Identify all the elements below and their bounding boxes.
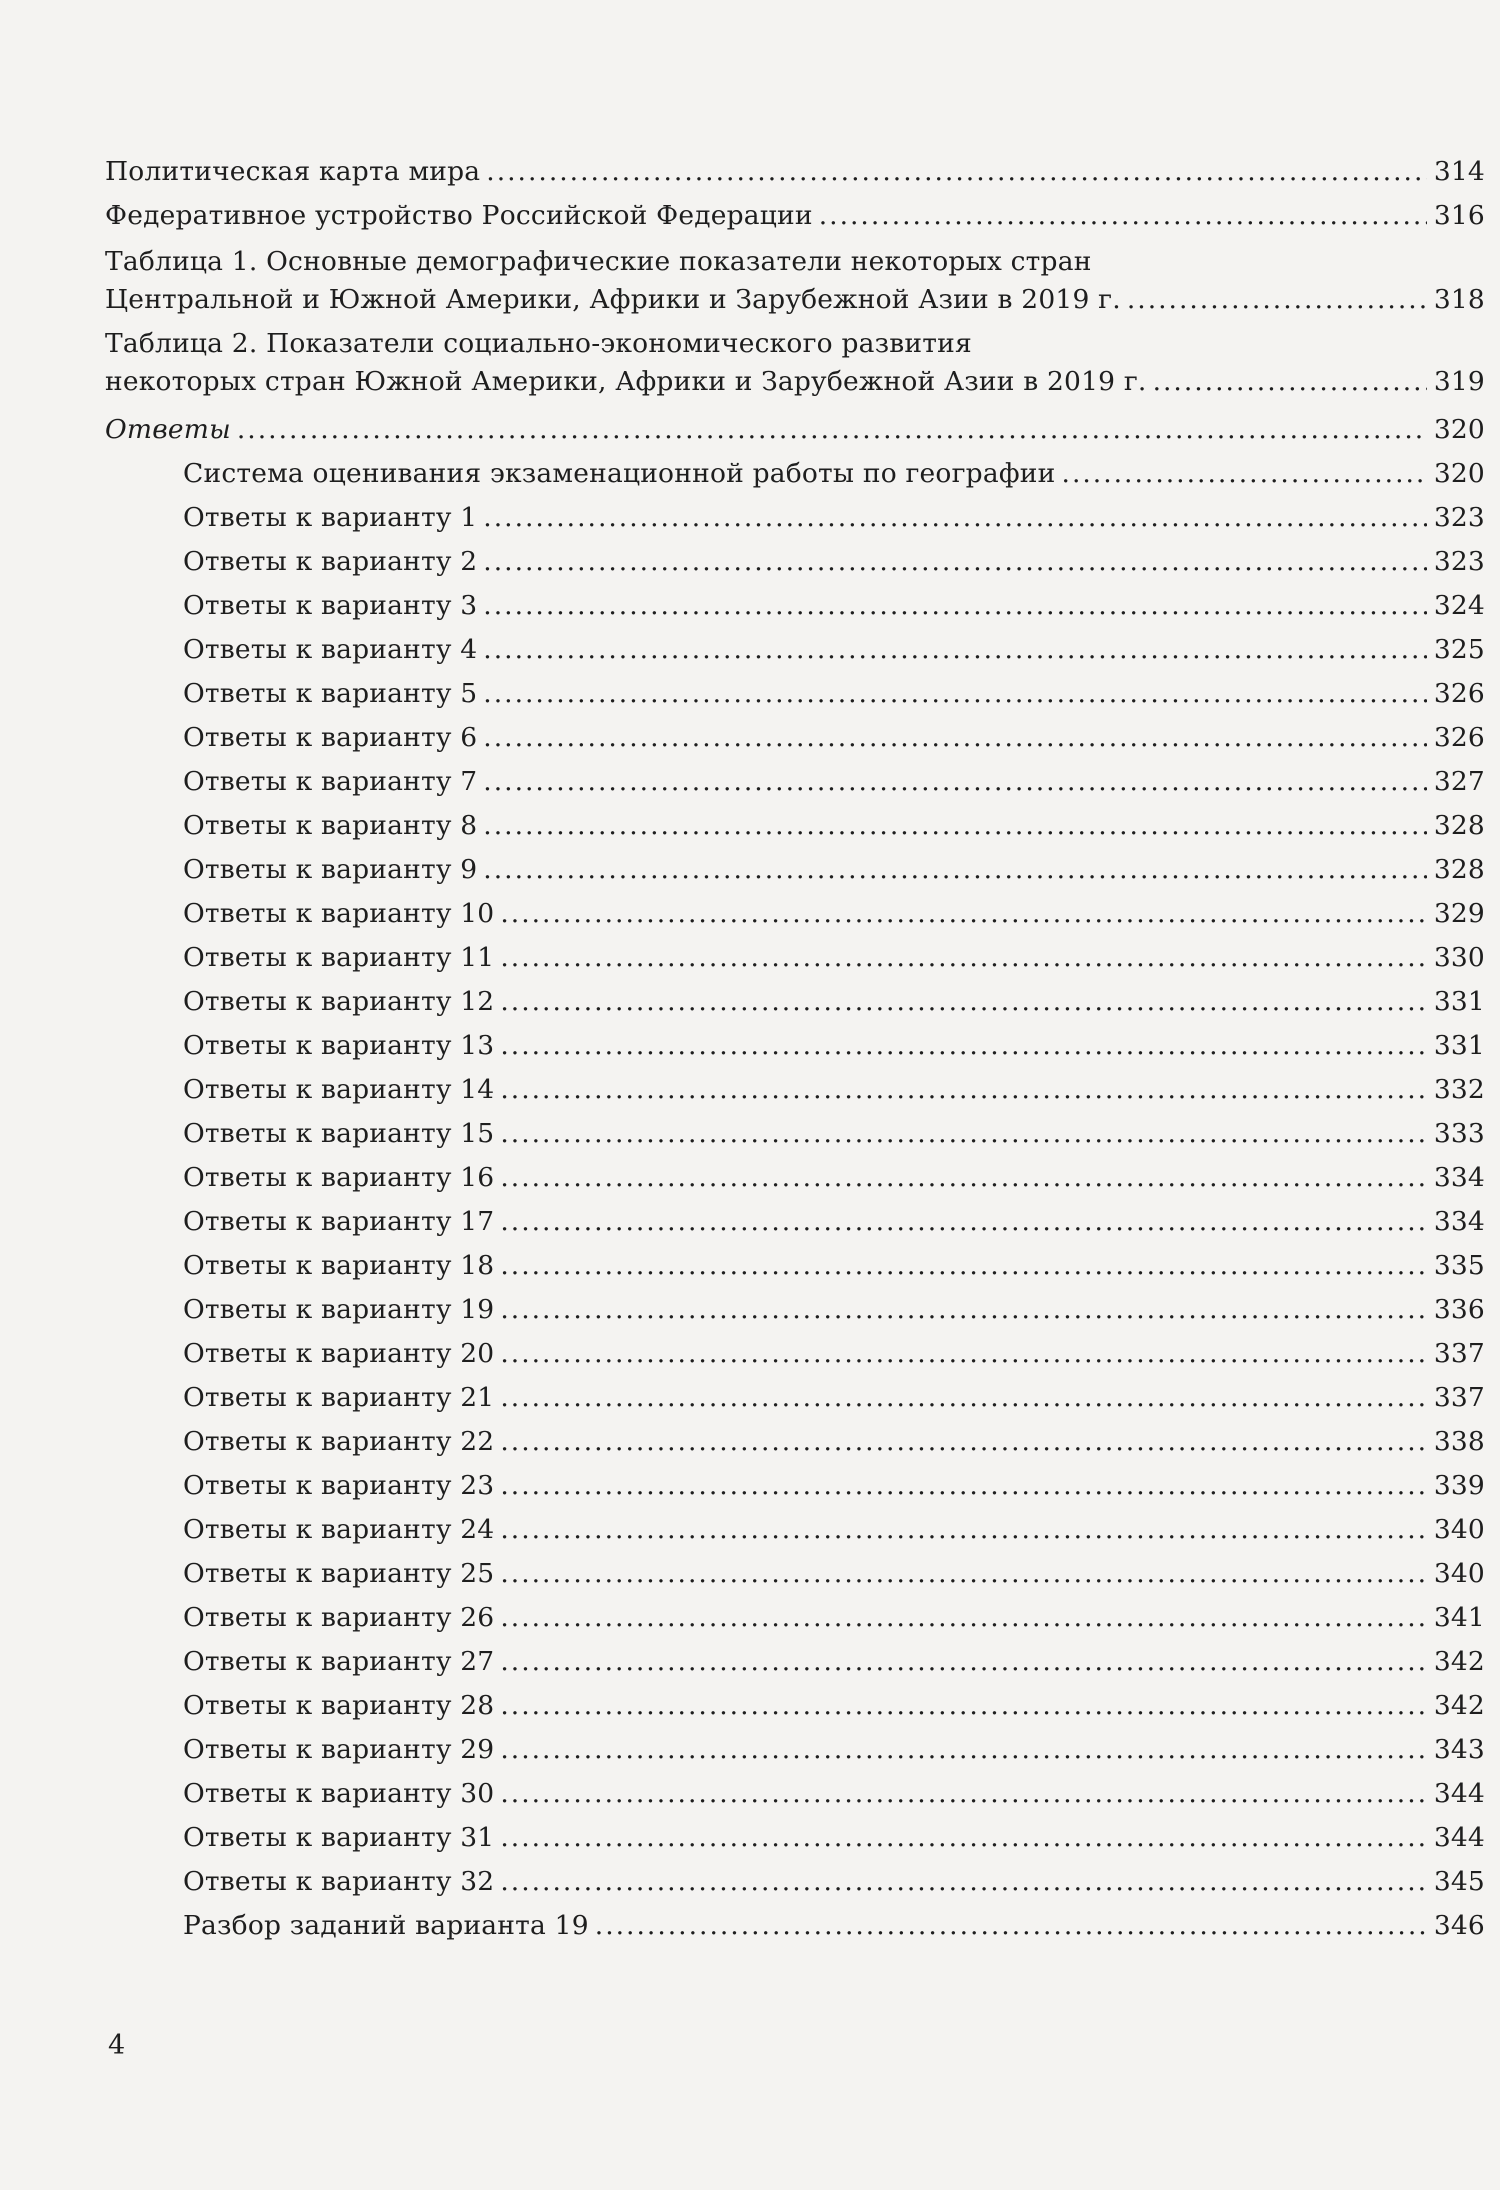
toc-entry-variant-answers [105,848,1485,892]
toc-entry-page: 337 [1433,1338,1485,1369]
toc-entry-page: 344 [1433,1822,1485,1853]
leader-dots [500,936,1427,980]
toc-entry-title-line2: Центральной и Южной Америки, Африки и Зарубежной Азии в 2019 г. [105,284,1121,315]
toc-entry-title: Ответы к варианту 21 [183,1382,495,1413]
toc-entry-variant-answers [105,1640,1485,1684]
toc-entry-title: Ответы к варианту 1 [183,502,478,533]
toc-entry-variant-answers [105,1860,1485,1904]
leader-dots [500,892,1427,936]
toc-entry-variant-answers [105,980,1485,1024]
leader-dots [500,1068,1427,1112]
toc-entry-title: Ответы к варианту 14 [183,1074,495,1105]
toc-entry-variant-answers [105,496,1485,540]
leader-dots [483,848,1427,892]
page-number: 4 [108,2030,126,2061]
toc-entry-title: Ответы к варианту 2 [183,546,478,577]
leader-dots [483,804,1427,848]
toc-entry-variant-answers [105,1200,1485,1244]
toc-entry-title: Ответы к варианту 19 [183,1294,495,1325]
toc-entry-page: 339 [1433,1470,1485,1501]
toc-entry-page: 319 [1433,366,1485,397]
toc-entry-page: 320 [1433,458,1485,489]
toc-entry-page: 343 [1433,1734,1485,1765]
toc-entry-variant-answers [105,1816,1485,1860]
leader-dots [500,1332,1427,1376]
toc-entry-page: 325 [1433,634,1485,665]
leader-dots [1062,452,1427,496]
toc-entry-page: 323 [1433,502,1485,533]
leader-dots [500,1816,1427,1860]
leader-dots [237,408,1427,452]
toc-entry-table-1 [105,244,1485,320]
toc-entry-page: 324 [1433,590,1485,621]
toc-entry-page: 314 [1433,156,1485,187]
toc-entry-page: 332 [1433,1074,1485,1105]
toc-entry-page: 340 [1433,1558,1485,1589]
toc-entry-page: 318 [1433,284,1485,315]
toc-entry-page: 327 [1433,766,1485,797]
answers-variant-list [105,496,1485,1948]
toc-entry-title: Ответы к варианту 7 [183,766,478,797]
leader-dots [500,1684,1427,1728]
toc-entry-title: Ответы к варианту 12 [183,986,495,1017]
toc-entry-title: Ответы к варианту 6 [183,722,478,753]
toc-entry-page: 340 [1433,1514,1485,1545]
toc-entry-title: Ответы к варианту 13 [183,1030,495,1061]
leader-dots [483,760,1427,804]
leader-dots [500,1772,1427,1816]
leader-dots [819,194,1427,238]
toc-entry-title: Ответы к варианту 32 [183,1866,495,1897]
toc-entry-title: Ответы к варианту 20 [183,1338,495,1369]
toc-entry-page: 336 [1433,1294,1485,1325]
toc-entry-page: 329 [1433,898,1485,929]
toc-entry-variant-answers [105,672,1485,716]
toc-entry-title: Разбор заданий варианта 19 [183,1910,589,1941]
toc-entry-grading-system [105,452,1485,496]
toc-entry-variant-answers [105,1552,1485,1596]
toc-entry-page: 323 [1433,546,1485,577]
leader-dots [500,1640,1427,1684]
leader-dots [500,1024,1427,1068]
leader-dots [500,1200,1427,1244]
toc-entry-variant-answers [105,1508,1485,1552]
leader-dots [483,496,1427,540]
toc-entry-title: Ответы к варианту 26 [183,1602,495,1633]
toc-entry-title-line2: некоторых стран Южной Америки, Африки и Зарубежной Азии в 2019 г. [105,366,1147,397]
toc-entry-title: Система оценивания экзаменационной работы по географии [183,458,1056,489]
toc-entry-page: 345 [1433,1866,1485,1897]
toc-entry-federal-structure [105,194,1485,238]
leader-dots [500,1156,1427,1200]
toc-entry-variant-answers [105,584,1485,628]
leader-dots [1153,362,1427,402]
toc-entry-variant-answers [105,892,1485,936]
toc-entry-page: 320 [1433,414,1485,445]
toc-entry-page: 335 [1433,1250,1485,1281]
toc-entry-page: 346 [1433,1910,1485,1941]
leader-dots [483,716,1427,760]
leader-dots [500,1508,1427,1552]
leader-dots [486,150,1427,194]
toc-entry-variant-answers [105,936,1485,980]
toc-entry-variant-answers [105,804,1485,848]
toc-entry-answers [105,408,1485,452]
leader-dots [500,1596,1427,1640]
toc-entry-variant-answers [105,1684,1485,1728]
toc-entry-title: Ответы к варианту 30 [183,1778,495,1809]
toc-entry-page: 326 [1433,678,1485,709]
toc-entry-variant-answers [105,628,1485,672]
leader-dots [500,1860,1427,1904]
toc-entry-page: 326 [1433,722,1485,753]
toc-entry-title: Ответы к варианту 23 [183,1470,495,1501]
toc-entry-title-line1: Таблица 2. Показатели социально-экономического развития [105,328,972,359]
toc-entry-title: Ответы к варианту 11 [183,942,495,973]
toc-entry-page: 331 [1433,986,1485,1017]
leader-dots [500,1288,1427,1332]
toc-entry-page: 344 [1433,1778,1485,1809]
toc-entry-variant-answers [105,1728,1485,1772]
toc-entry-title-line1: Таблица 1. Основные демографические показатели некоторых стран [105,246,1092,277]
leader-dots [500,1420,1427,1464]
toc-entry-variant-answers [105,540,1485,584]
toc-entry-variant-answers [105,1068,1485,1112]
toc-entry-page: 328 [1433,854,1485,885]
toc-entry-page: 342 [1433,1646,1485,1677]
toc-entry-title: Федеративное устройство Российской Федерации [105,200,813,231]
toc-entry-variant-answers [105,760,1485,804]
toc-entry-variant-answers [105,1376,1485,1420]
toc-entry-variant-answers [105,1112,1485,1156]
leader-dots [1127,280,1427,320]
leader-dots [595,1904,1427,1948]
toc-entry-variant-answers [105,1596,1485,1640]
toc-entry-title: Ответы к варианту 31 [183,1822,495,1853]
toc-entry-page: 328 [1433,810,1485,841]
toc-entry-title: Ответы к варианту 24 [183,1514,495,1545]
leader-dots [483,628,1427,672]
toc-entry-page: 334 [1433,1162,1485,1193]
toc-entry-variant-answers [105,1156,1485,1200]
toc-entry-variant-answers [105,1332,1485,1376]
leader-dots [500,1376,1427,1420]
toc-entry-title: Ответы к варианту 4 [183,634,478,665]
leader-dots [500,1728,1427,1772]
toc-entry-title: Ответы к варианту 25 [183,1558,495,1589]
toc-entry-variant-answers [105,1904,1485,1948]
toc-entry-title: Политическая карта мира [105,156,481,187]
leader-dots [500,1112,1427,1156]
toc-entry-variant-answers [105,1772,1485,1816]
toc-entry-page: 333 [1433,1118,1485,1149]
toc-entry-title: Ответы к варианту 22 [183,1426,495,1457]
toc-entry-variant-answers [105,1024,1485,1068]
toc-entry-title: Ответы к варианту 29 [183,1734,495,1765]
toc-entry-title: Ответы к варианту 27 [183,1646,495,1677]
leader-dots [483,672,1427,716]
toc-entry-title: Ответы к варианту 17 [183,1206,495,1237]
toc-entry-title: Ответы к варианту 8 [183,810,478,841]
toc-entry-page: 331 [1433,1030,1485,1061]
toc-entry-page: 342 [1433,1690,1485,1721]
toc-entry-page: 330 [1433,942,1485,973]
toc-entry-page: 334 [1433,1206,1485,1237]
toc-entry-table-2 [105,326,1485,402]
toc-entry-title: Ответы к варианту 28 [183,1690,495,1721]
table-of-contents [105,150,1485,1948]
toc-entry-line2 [105,280,1485,320]
leader-dots [500,980,1427,1024]
toc-entry-title: Ответы к варианту 10 [183,898,495,929]
leader-dots [500,1552,1427,1596]
leader-dots [500,1244,1427,1288]
toc-entry-page: 337 [1433,1382,1485,1413]
toc-entry-variant-answers [105,1420,1485,1464]
leader-dots [500,1464,1427,1508]
toc-entry-variant-answers [105,1288,1485,1332]
toc-entry-variant-answers [105,1244,1485,1288]
toc-entry-political-map [105,150,1485,194]
toc-entry-title: Ответы [105,414,231,445]
toc-entry-title: Ответы к варианту 9 [183,854,478,885]
toc-entry-title: Ответы к варианту 3 [183,590,478,621]
toc-entry-page: 338 [1433,1426,1485,1457]
toc-entry-title: Ответы к варианту 16 [183,1162,495,1193]
toc-entry-variant-answers [105,716,1485,760]
leader-dots [483,540,1427,584]
toc-entry-page: 341 [1433,1602,1485,1633]
toc-entry-title: Ответы к варианту 5 [183,678,478,709]
toc-entry-page: 316 [1433,200,1485,231]
toc-entry-title: Ответы к варианту 15 [183,1118,495,1149]
leader-dots [483,584,1427,628]
toc-entry-line2 [105,362,1485,402]
toc-entry-title: Ответы к варианту 18 [183,1250,495,1281]
toc-entry-variant-answers [105,1464,1485,1508]
